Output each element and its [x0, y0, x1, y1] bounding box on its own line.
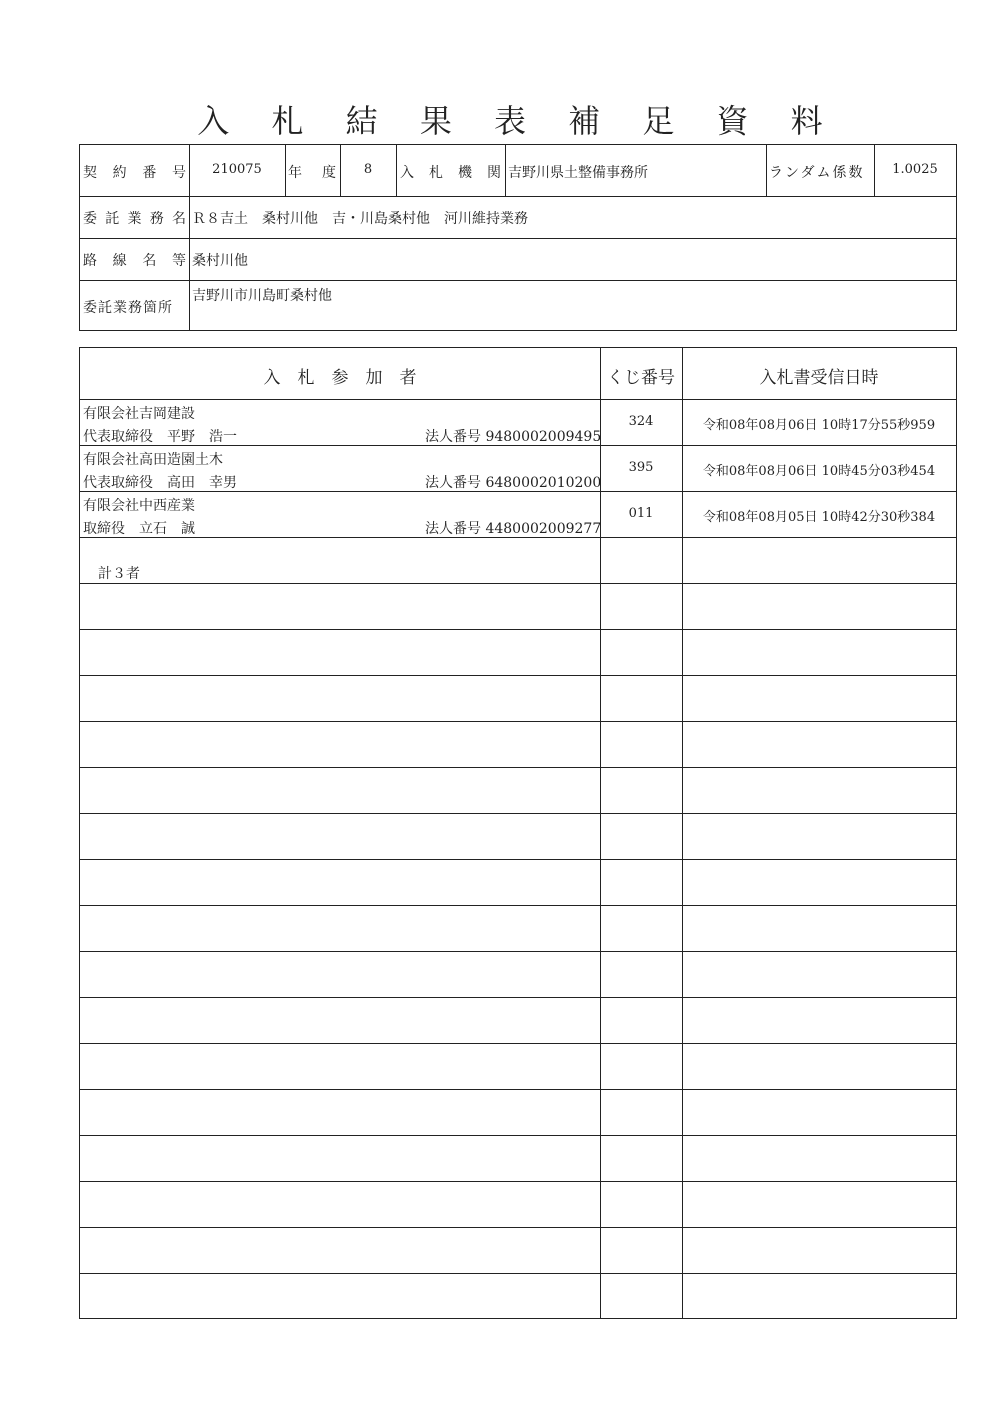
empty-row [80, 951, 956, 998]
empty-row [80, 675, 956, 722]
empty-row [80, 997, 956, 1044]
page-title: 入 札 結 果 表 補 足 資 料 [197, 102, 839, 140]
empty-row [80, 1227, 956, 1274]
empty-row [80, 859, 956, 906]
year-label: 年 度 [288, 165, 336, 181]
empty-row [80, 767, 956, 814]
task-name-value: Ｒ８吉土 桑村川他 吉・川島桑村他 河川維持業務 [192, 211, 528, 227]
representative: 代表取締役 平野 浩一 [83, 429, 237, 445]
empty-row [80, 1043, 956, 1090]
lot-number: 011 [628, 506, 654, 521]
empty-row [80, 1089, 956, 1136]
company-name: 有限会社高田造園土木 [83, 452, 223, 468]
received-datetime: 令和08年08月06日 10時17分55秒959 [702, 418, 936, 433]
empty-row [80, 629, 956, 676]
corporate-number: 法人番号 6480002010200 [425, 475, 602, 491]
received-datetime: 令和08年08月06日 10時45分03秒454 [702, 464, 936, 479]
representative: 代表取締役 高田 幸男 [83, 475, 237, 491]
route-label: 路 線 名 等 [83, 253, 186, 269]
lot-no-header: くじ番号 [607, 368, 675, 388]
company-name: 有限会社吉岡建設 [83, 406, 195, 422]
random-coef-value: 1.0025 [892, 162, 938, 177]
lot-number: 395 [628, 460, 654, 475]
contract-no: 210075 [212, 162, 262, 177]
contract-no-label: 契 約 番 号 [83, 165, 186, 181]
empty-row [80, 721, 956, 768]
corporate-number: 法人番号 9480002009495 [425, 429, 602, 445]
empty-row [80, 1273, 956, 1318]
empty-row [80, 905, 956, 952]
total-count: 計３者 [98, 566, 140, 582]
empty-row [80, 813, 956, 860]
table-row [80, 399, 956, 446]
location-value: 吉野川市川島町桑村他 [192, 288, 332, 304]
lot-number: 324 [628, 414, 654, 429]
agency-value: 吉野川県土整備事務所 [508, 165, 648, 181]
route-value: 桑村川他 [192, 253, 248, 269]
participants-header: 入 札 参 加 者 [263, 368, 417, 388]
received-header: 入札書受信日時 [759, 368, 879, 388]
empty-row [80, 1181, 956, 1228]
received-datetime: 令和08年08月05日 10時42分30秒384 [702, 510, 936, 525]
contract-info-table [79, 144, 957, 331]
table-row [80, 445, 956, 492]
representative: 取締役 立石 誠 [83, 521, 195, 537]
table-row [80, 491, 956, 538]
empty-row [80, 583, 956, 630]
empty-row [80, 1135, 956, 1182]
random-coef-label: ランダム係数 [769, 165, 865, 181]
location-label: 委託業務箇所 [83, 300, 173, 316]
corporate-number: 法人番号 4480002009277 [425, 521, 602, 537]
bid-participants-table [79, 347, 957, 1319]
task-name-label: 委 託 業 務 名 [83, 211, 186, 227]
agency-label: 入 札 機 関 [400, 165, 501, 181]
company-name: 有限会社中西産業 [83, 498, 195, 514]
total-row [80, 537, 956, 584]
year-value: 8 [363, 162, 373, 177]
